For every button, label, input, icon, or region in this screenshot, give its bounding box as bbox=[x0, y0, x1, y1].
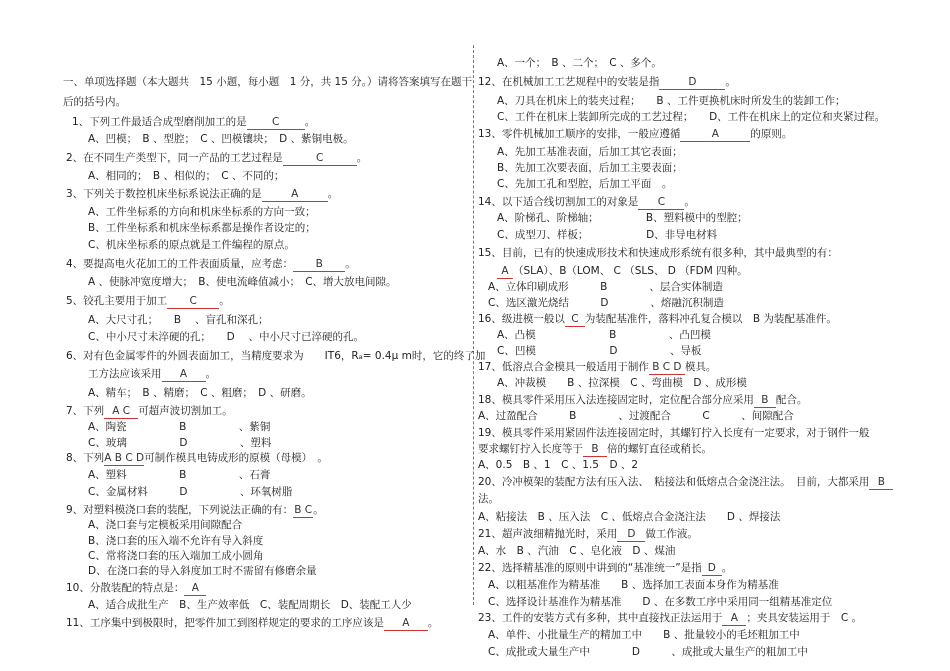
answer-blank: C bbox=[167, 295, 219, 309]
text-line bbox=[478, 476, 893, 490]
answer-blank: B C bbox=[294, 504, 313, 516]
line-text: 11、工序集中到极限时，把零件加工到图样规定的要求的工序应该是 bbox=[66, 617, 384, 629]
answer-blank: D bbox=[659, 76, 725, 90]
line-text: 要求螺钉拧入长度等于 bbox=[478, 443, 583, 455]
text-line bbox=[88, 421, 270, 434]
line-text: A、先加工基准表面，后加工其它表面； bbox=[497, 146, 683, 158]
answer-blank: D bbox=[617, 528, 645, 542]
line-text: C、机床坐标系的原点就是工件编程的原点。 bbox=[88, 239, 295, 251]
line-text: 一、单项选择题（本大题共 15 小题，每小题 1 分，共 15 分。）请将答案填写在题干 bbox=[63, 76, 473, 88]
text-line bbox=[497, 345, 701, 358]
line-text: A、凸模 B 、凸凹模 bbox=[497, 329, 711, 341]
text-line bbox=[478, 247, 838, 260]
line-suffix: 。 bbox=[304, 116, 316, 128]
text-line bbox=[497, 377, 747, 390]
text-line bbox=[66, 582, 206, 596]
text-line bbox=[497, 146, 683, 159]
line-text: C、凹模 D 、导板 bbox=[497, 345, 702, 357]
line-text: 21、超声波细精抛光时，采用 bbox=[478, 528, 618, 540]
text-line bbox=[488, 596, 832, 609]
answer-blank: C bbox=[638, 196, 684, 210]
line-suffix: 。 bbox=[356, 152, 368, 164]
line-suffix: 倍的螺钉直径或稍长。 bbox=[607, 443, 712, 455]
text-line bbox=[63, 76, 472, 89]
text-line bbox=[66, 152, 367, 166]
line-suffix: （SLA）、B（LOM、 C （SLS、 D （FDM 四种。 bbox=[513, 265, 748, 277]
line-text: C、工件在机床上装卸所完成的工艺过程； D、工件在机床上的定位和夹紧过程。 bbox=[497, 111, 886, 123]
text-line bbox=[478, 612, 862, 626]
text-line bbox=[488, 629, 800, 642]
line-text: C、玻璃 D 、塑料 bbox=[88, 437, 272, 449]
text-line bbox=[478, 528, 698, 542]
line-text: 22、选择精基准的原则中讲到的“基准统一”是指 bbox=[478, 562, 702, 574]
text-line bbox=[478, 128, 792, 142]
text-line bbox=[66, 617, 438, 631]
text-line bbox=[88, 535, 263, 548]
line-text: C、金属材料 D 、环氧树脂 bbox=[88, 486, 293, 498]
text-line bbox=[478, 427, 869, 440]
text-line bbox=[497, 229, 717, 242]
text-line bbox=[497, 329, 711, 342]
line-text: 23、工件的安装方式有多种，其中直接找正法运用于 bbox=[478, 612, 723, 624]
answer-blank: B bbox=[869, 476, 893, 490]
answer-blank: A bbox=[384, 617, 428, 631]
text-line bbox=[88, 222, 316, 235]
answer-blank: B bbox=[583, 443, 607, 457]
text-line bbox=[88, 387, 312, 400]
line-text: A、单件、小批量生产的精加工中 B 、批量较小的毛坯粗加工中 bbox=[488, 629, 800, 641]
line-text: 工方法应该采用 bbox=[88, 368, 162, 380]
text-line bbox=[66, 350, 485, 363]
text-line bbox=[88, 368, 216, 382]
text-line bbox=[497, 162, 683, 175]
line-text: 4、要提高电火花加工的工件表面质量，应考虑： bbox=[66, 258, 294, 270]
line-text: C、选择设计基准作为精基准 D 、在多数工序中采用同一组精基准定位 bbox=[488, 596, 833, 608]
answer-blank: A bbox=[680, 128, 750, 142]
line-suffix: 。 bbox=[427, 617, 439, 629]
text-line bbox=[497, 95, 845, 108]
line-suffix: ；夹具安装运用于 C 。 bbox=[746, 612, 863, 624]
text-line bbox=[497, 265, 748, 279]
line-text: C、选区激光烧结 D 、熔融沉积制造 bbox=[488, 297, 724, 309]
line-text: A、冲裁模 B 、拉深模 C 、弯曲模 D 、成形模 bbox=[497, 377, 747, 389]
answer-blank: C bbox=[247, 116, 305, 130]
text-line bbox=[478, 545, 675, 558]
text-line bbox=[66, 188, 338, 202]
text-line bbox=[478, 410, 794, 423]
text-line bbox=[88, 599, 412, 612]
text-line bbox=[88, 314, 268, 327]
line-text: A、0.5 B 、1 C 、1.5 D 、2 bbox=[478, 459, 639, 471]
column-divider bbox=[473, 45, 474, 605]
answer-blank: A B C D bbox=[104, 452, 145, 464]
line-text: A、大尺寸孔； B 、盲孔和深孔； bbox=[88, 314, 269, 326]
text-line bbox=[66, 504, 324, 518]
text-line bbox=[497, 111, 885, 124]
text-line bbox=[72, 116, 315, 130]
line-text: 5、铰孔主要用于加工 bbox=[66, 295, 168, 307]
line-text: A、粘接法 B 、压入法 C 、低熔点合金浇注法 D 、焊接法 bbox=[478, 511, 781, 523]
line-text: B、先加工次要表面，后加工主要表面； bbox=[497, 162, 683, 174]
text-line bbox=[88, 239, 295, 252]
line-suffix: 可制作模具电铸成形的原模（母模） 。 bbox=[144, 452, 328, 464]
text-line bbox=[66, 452, 328, 466]
line-text: A、立体印刷成形 B 、层合实体制造 bbox=[488, 281, 723, 293]
line-text: C、成批或大量生产中 D 、成批或大量生产的粗加工中 bbox=[488, 646, 808, 658]
answer-blank: A bbox=[184, 582, 206, 596]
line-text: A、刀具在机床上的装夹过程； B 、工件更换机床时所发生的装卸工作； bbox=[497, 95, 846, 107]
text-line bbox=[66, 258, 356, 272]
line-text: 18、模具零件采用压入法连接固定时，定位配合部分应采用 bbox=[478, 394, 754, 406]
line-text: A、以粗基准作为精基准 B 、选择加工表面本身作为精基准 bbox=[488, 579, 779, 591]
text-line bbox=[497, 212, 748, 225]
line-suffix: 可超声波切割加工。 bbox=[138, 405, 233, 417]
line-suffix: 。 bbox=[684, 196, 695, 208]
line-suffix: 。 bbox=[721, 562, 733, 574]
text-line bbox=[478, 361, 716, 375]
line-suffix: 为装配基准件，落料冲孔复合模以 B 为装配基准件。 bbox=[584, 313, 837, 325]
line-text: A、工件坐标系的方向和机床坐标系的方向一致； bbox=[88, 206, 316, 218]
line-suffix: 做工作液。 bbox=[645, 528, 698, 540]
line-text: 15、目前，已有的快速成形技术和快速成形系统有很多种，其中最典型的有： bbox=[478, 247, 838, 259]
text-line bbox=[488, 297, 724, 310]
line-text: 1、下列工件最适合成型磨削加工的是 bbox=[72, 116, 247, 128]
line-text: 后的括号内。 bbox=[63, 96, 126, 108]
line-text: 法。 bbox=[478, 493, 499, 505]
line-text: 16、级进模一般以 bbox=[478, 313, 565, 325]
text-line bbox=[488, 646, 808, 659]
text-line bbox=[497, 57, 662, 70]
text-line bbox=[478, 459, 638, 472]
line-suffix: 。 bbox=[313, 504, 324, 516]
line-text: A 、使脉冲宽度增大； B、使电流峰值减小； C、增大放电间隙。 bbox=[88, 276, 397, 288]
answer-blank: A bbox=[497, 265, 513, 279]
answer-blank: A C bbox=[104, 405, 138, 419]
line-text: A、凹模； B 、型腔； C 、凹模镶块； D 、紫铜电极。 bbox=[88, 133, 354, 145]
line-suffix: 。 bbox=[725, 76, 736, 88]
text-line bbox=[88, 133, 354, 146]
text-line bbox=[88, 331, 364, 344]
answer-blank: C bbox=[565, 313, 585, 327]
line-text: A、塑料 B 、石膏 bbox=[88, 469, 271, 481]
line-text: 19、模具零件采用紧固件法连接固定时，其螺钉拧入长度有一定要求，对于钢件一般 bbox=[478, 427, 870, 439]
line-suffix: 配合。 bbox=[775, 394, 808, 406]
text-line bbox=[488, 281, 723, 294]
line-text: A、适合成批生产 B、生产效率低 C、装配周期长 D、装配工人少 bbox=[88, 599, 412, 611]
line-suffix: 模具。 bbox=[684, 361, 717, 373]
text-line bbox=[88, 519, 242, 532]
line-text: 14、以下适合线切割加工的对象是 bbox=[478, 196, 639, 208]
line-text: A、水 B 、汽油 C 、皂化液 D 、煤油 bbox=[478, 545, 676, 557]
line-text: C、成型刀、样板； D、非导电材料 bbox=[497, 229, 718, 241]
line-text: C、中小尺寸未淬硬的孔； D 、中小尺寸已淬硬的孔。 bbox=[88, 331, 365, 343]
text-line bbox=[66, 405, 233, 419]
text-line bbox=[478, 196, 695, 210]
line-text: 3、下列关于数控机床坐标系说法正确的是 bbox=[66, 188, 262, 200]
text-line bbox=[88, 486, 292, 499]
text-line bbox=[66, 295, 230, 309]
line-suffix: 的原则。 bbox=[750, 128, 793, 140]
text-line bbox=[478, 394, 807, 408]
text-line bbox=[88, 437, 271, 450]
line-text: C、先加工孔和型腔，后加工平面 。 bbox=[497, 178, 673, 190]
line-suffix: 。 bbox=[219, 295, 230, 307]
answer-blank: B bbox=[754, 394, 776, 408]
answer-blank: A bbox=[722, 612, 746, 626]
text-line bbox=[88, 276, 397, 289]
text-line bbox=[478, 562, 732, 576]
line-text: A、相同的； B 、相似的； C 、不同的； bbox=[88, 170, 285, 182]
line-text: A、陶瓷 B 、紫铜 bbox=[88, 421, 271, 433]
text-line bbox=[478, 511, 780, 524]
text-line bbox=[88, 550, 263, 563]
line-text: A、浇口套与定模板采用间隙配合 bbox=[88, 519, 243, 531]
line-text: 2、在不同生产类型下，同一产品的工艺过程是 bbox=[66, 152, 283, 164]
line-text: 6、对有色金属零件的外圆表面加工，当精度要求为 IT6，Rₐ= 0.4μ m时，它的终了加 bbox=[66, 350, 486, 362]
answer-blank: C bbox=[283, 152, 357, 166]
line-text: A、过盈配合 B 、过渡配合 C 、间隙配合 bbox=[478, 410, 794, 422]
text-line bbox=[88, 565, 317, 578]
text-line bbox=[63, 96, 126, 109]
answer-blank: A bbox=[262, 188, 328, 202]
line-text: B、工件坐标系和机床坐标系都是操作者设定的； bbox=[88, 222, 316, 234]
text-line bbox=[478, 76, 736, 90]
line-text: 13、零件机械加工顺序的安排，一般应遵循 bbox=[478, 128, 681, 140]
text-line bbox=[478, 313, 837, 327]
line-text: D、在浇口套的导入斜度加工时不需留有修磨余量 bbox=[88, 565, 317, 577]
line-text: A、精车； B 、精磨； C 、粗磨； D 、研磨。 bbox=[88, 387, 312, 399]
text-line bbox=[88, 206, 316, 219]
line-suffix: 。 bbox=[345, 258, 356, 270]
text-line bbox=[88, 170, 284, 183]
line-text: C、常将浇口套的压入端加工成小圆角 bbox=[88, 550, 264, 562]
answer-blank: A bbox=[162, 368, 206, 382]
line-suffix: 。 bbox=[205, 368, 216, 380]
answer-blank: B C D bbox=[649, 361, 685, 375]
line-text: A、阶梯孔、阶梯轴； B、塑料模中的型腔； bbox=[497, 212, 748, 224]
text-line bbox=[478, 443, 712, 457]
answer-blank: D bbox=[702, 562, 722, 576]
line-text: 12、在机械加工工艺规程中的安装是指 bbox=[478, 76, 660, 88]
line-text: 8、下列 bbox=[66, 452, 105, 464]
line-text: 17、低溶点合金模具一般适用于制作 bbox=[478, 361, 649, 373]
line-text: A、一个； B 、二个； C 、多个。 bbox=[497, 57, 662, 69]
line-text: B、浇口套的压入端不允许有导入斜度 bbox=[88, 535, 264, 547]
line-text: 9、对塑料模浇口套的装配，下列说法正确的有： bbox=[66, 504, 294, 516]
line-text: 7、下列 bbox=[66, 405, 105, 417]
line-text: 20、冷冲模架的装配方法有压入法、 粘接法和低熔点合金浇注法。 目前，大都采用 bbox=[478, 476, 870, 488]
text-line bbox=[88, 469, 270, 482]
line-suffix: 。 bbox=[327, 188, 339, 200]
text-line bbox=[488, 579, 779, 592]
line-text: 10、分散装配的特点是： bbox=[66, 582, 185, 594]
text-line bbox=[497, 178, 672, 191]
text-line bbox=[478, 493, 499, 506]
answer-blank: B bbox=[293, 258, 345, 272]
